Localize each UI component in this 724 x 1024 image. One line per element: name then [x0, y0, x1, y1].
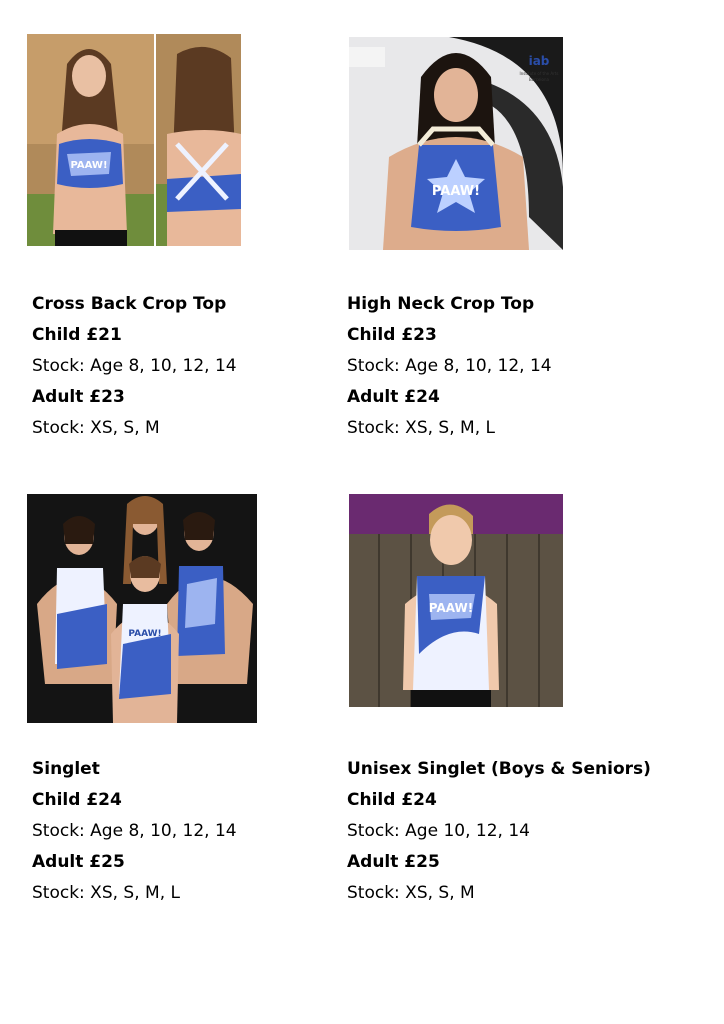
product-title: Cross Back Crop Top	[32, 294, 227, 314]
child-price: Child £24	[347, 790, 437, 810]
logo-text: PAAW!	[428, 601, 474, 615]
product-photo-singlet	[27, 494, 257, 723]
logo-text: PAAW!	[431, 184, 481, 199]
product-photo-high-neck-crop-top	[349, 37, 563, 250]
product-info-singlet	[32, 754, 392, 909]
logo-text: PAAW!	[70, 160, 108, 171]
product-info-high-neck-crop-top	[347, 289, 707, 444]
adult-price: Adult £25	[347, 852, 440, 872]
product-photo-cross-back-crop-top	[27, 34, 241, 246]
product-title: Unisex Singlet (Boys & Seniors)	[347, 759, 651, 779]
adult-price: Adult £24	[347, 387, 440, 407]
institute-logo-text: iab	[528, 54, 550, 68]
product-title: High Neck Crop Top	[347, 294, 535, 314]
adult-stock: Stock: XS, S, M, L	[347, 418, 495, 438]
child-price: Child £21	[32, 325, 122, 345]
product-title: Singlet	[32, 759, 100, 779]
child-price: Child £23	[347, 325, 437, 345]
child-stock: Stock: Age 8, 10, 12, 14	[32, 821, 237, 841]
product-info-cross-back-crop-top	[32, 289, 392, 444]
adult-stock: Stock: XS, S, M, L	[32, 883, 180, 903]
institute-name-text: Barcelona	[529, 77, 549, 82]
logo-text: PAAW!	[128, 629, 162, 639]
child-stock: Stock: Age 8, 10, 12, 14	[32, 356, 237, 376]
child-stock: Stock: Age 8, 10, 12, 14	[347, 356, 552, 376]
institute-name-text: Institute of the Arts	[519, 71, 559, 76]
child-price: Child £24	[32, 790, 122, 810]
adult-price: Adult £25	[32, 852, 125, 872]
adult-stock: Stock: XS, S, M	[32, 418, 160, 438]
product-photo-unisex-singlet	[349, 494, 563, 707]
adult-price: Adult £23	[32, 387, 125, 407]
child-stock: Stock: Age 10, 12, 14	[347, 821, 530, 841]
adult-stock: Stock: XS, S, M	[347, 883, 475, 903]
product-info-unisex-singlet	[347, 754, 707, 909]
